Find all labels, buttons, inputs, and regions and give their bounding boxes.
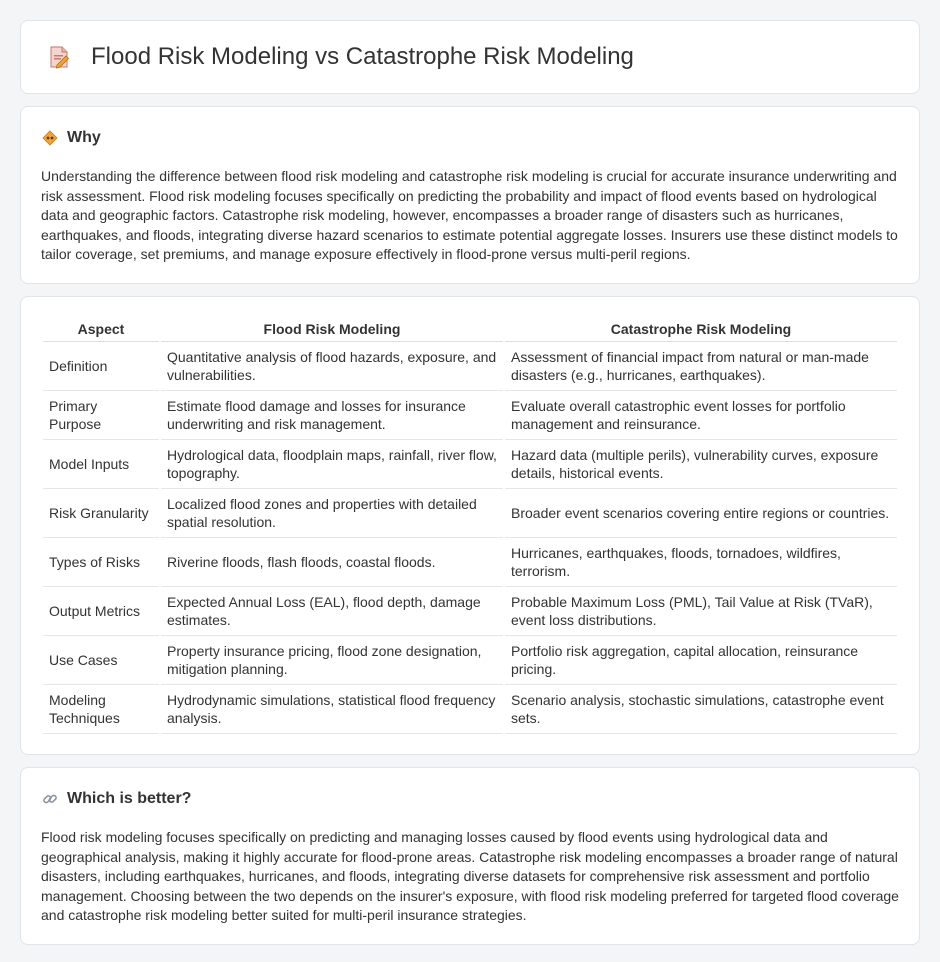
header-aspect: Aspect bbox=[43, 315, 159, 342]
why-text: Understanding the difference between flood risk modeling and catastrophe risk modeling is crucial for accurate insurance underwriting and risk assessment. Flood risk modeling focuses specifically on predicting the probability and impact of flood events based on hydrological data and geographic factors. Catastrophe risk modeling, however, encompasses a broader range of disasters such as hurricanes, earthquakes, and floods, integrating diverse hazard scenarios to estimate potential aggregate losses. Insurers use these distinct models to tailor coverage, set premiums, and manage exposure effectively in flood-prone versus multi-peril regions. bbox=[41, 168, 898, 262]
why-section bbox=[20, 106, 920, 284]
cell-aspect: Risk Granularity bbox=[43, 489, 159, 538]
cell-aspect: Types of Risks bbox=[43, 538, 159, 587]
link-icon bbox=[41, 790, 59, 808]
better-heading bbox=[41, 790, 899, 808]
table-row bbox=[43, 342, 897, 391]
header-flood: Flood Risk Modeling bbox=[161, 315, 503, 342]
cell-flood: Riverine floods, flash floods, coastal floods. bbox=[161, 538, 503, 587]
table-row bbox=[43, 489, 897, 538]
table-row bbox=[43, 538, 897, 587]
table-header-row bbox=[43, 315, 897, 342]
why-heading bbox=[41, 129, 899, 147]
table-row bbox=[43, 391, 897, 440]
cell-flood: Quantitative analysis of flood hazards, exposure, and vulnerabilities. bbox=[161, 342, 503, 391]
header-card bbox=[20, 20, 920, 94]
table-row bbox=[43, 440, 897, 489]
document-pencil-icon bbox=[45, 43, 73, 71]
cell-aspect: Modeling Techniques bbox=[43, 685, 159, 734]
diamond-sign-icon bbox=[41, 129, 59, 147]
better-heading-label: Which is better? bbox=[67, 790, 192, 807]
cell-catastrophe: Assessment of financial impact from natural or man-made disasters (e.g., hurricanes, earthquakes). bbox=[505, 342, 897, 391]
cell-catastrophe: Scenario analysis, stochastic simulations, catastrophe event sets. bbox=[505, 685, 897, 734]
cell-catastrophe: Hurricanes, earthquakes, floods, tornadoes, wildfires, terrorism. bbox=[505, 538, 897, 587]
table-row bbox=[43, 636, 897, 685]
cell-aspect: Model Inputs bbox=[43, 440, 159, 489]
cell-aspect: Definition bbox=[43, 342, 159, 391]
cell-aspect: Primary Purpose bbox=[43, 391, 159, 440]
cell-catastrophe: Probable Maximum Loss (PML), Tail Value at Risk (TVaR), event loss distributions. bbox=[505, 587, 897, 636]
better-text: Flood risk modeling focuses specifically on predicting and managing losses caused by flood events using hydrological data and geographical analysis, making it highly accurate for flood-prone areas. Catastrophe risk modeling encompasses a broader range of natural disasters, including earthquakes, hurricanes, and floods, integrating diverse datasets for comprehensive risk assessment and portfolio management. Choosing between the two depends on the insurer's exposure, with flood risk modeling preferred for targeted flood coverage and catastrophe risk modeling better suited for multi-peril insurance strategies. bbox=[41, 829, 899, 923]
cell-catastrophe: Broader event scenarios covering entire regions or countries. bbox=[505, 489, 897, 538]
cell-flood: Property insurance pricing, flood zone designation, mitigation planning. bbox=[161, 636, 503, 685]
cell-flood: Estimate flood damage and losses for insurance underwriting and risk management. bbox=[161, 391, 503, 440]
cell-catastrophe: Evaluate overall catastrophic event losses for portfolio management and reinsurance. bbox=[505, 391, 897, 440]
table-row bbox=[43, 587, 897, 636]
cell-catastrophe: Portfolio risk aggregation, capital allocation, reinsurance pricing. bbox=[505, 636, 897, 685]
comparison-table-card bbox=[20, 296, 920, 755]
cell-aspect: Use Cases bbox=[43, 636, 159, 685]
page-title: Flood Risk Modeling vs Catastrophe Risk Modeling bbox=[91, 43, 634, 70]
cell-flood: Localized flood zones and properties with detailed spatial resolution. bbox=[161, 489, 503, 538]
cell-aspect: Output Metrics bbox=[43, 587, 159, 636]
header-catastrophe: Catastrophe Risk Modeling bbox=[505, 315, 897, 342]
why-heading-label: Why bbox=[67, 129, 101, 146]
which-is-better-section bbox=[20, 767, 920, 945]
cell-flood: Hydrodynamic simulations, statistical flood frequency analysis. bbox=[161, 685, 503, 734]
cell-catastrophe: Hazard data (multiple perils), vulnerability curves, exposure details, historical events. bbox=[505, 440, 897, 489]
comparison-table bbox=[41, 315, 899, 734]
table-row bbox=[43, 685, 897, 734]
cell-flood: Hydrological data, floodplain maps, rainfall, river flow, topography. bbox=[161, 440, 503, 489]
cell-flood: Expected Annual Loss (EAL), flood depth, damage estimates. bbox=[161, 587, 503, 636]
